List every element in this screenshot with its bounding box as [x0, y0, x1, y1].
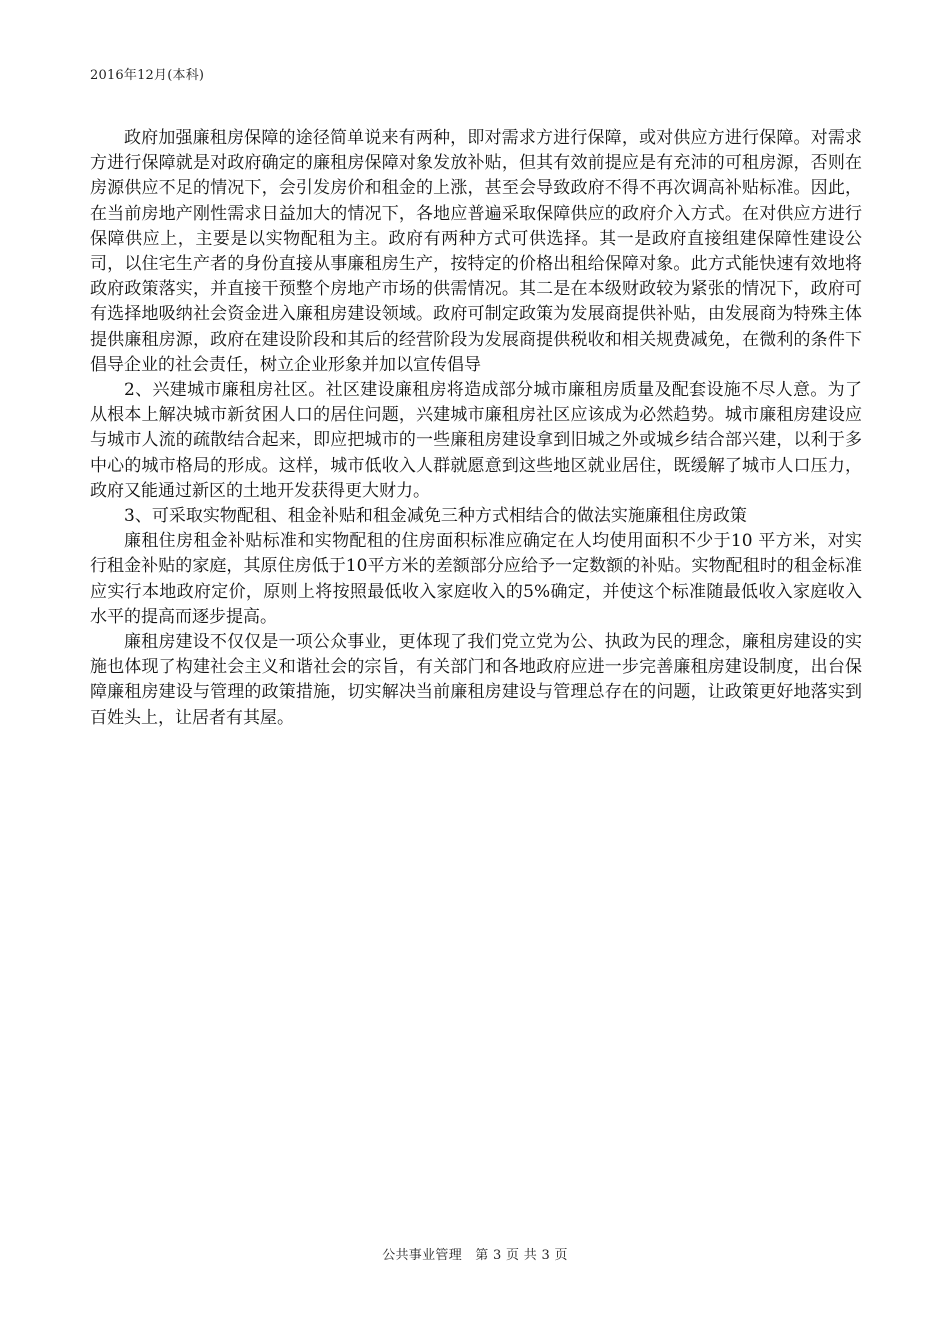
paragraph-government-guarantee: 政府加强廉租房保障的途径简单说来有两种，即对需求方进行保障，或对供应方进行保障。对需求方进行保障就是对政府确定的廉租房保障对象发放补贴，但其有效前提应是有充沛的可租房源，否则在房源供应不足的情况下，会引发房价和租金的上涨，甚至会导致政府不得不再次调高补贴标准。因此，在当前房地产刚性需求日益加大的情况下，各地应普遍采取保障供应的政府介入方式。在对供应方进行保障供应上，主要是以实物配租为主。政府有两种方式可供选择。其一是政府直接组建保障性建设公司，以住宅生产者的身份直接从事廉租房生产，按特定的价格出租给保障对象。此方式能快速有效地将政府政策落实，并直接干预整个房地产市场的供需情况。其二是在本级财政较为紧张的情况下，政府可有选择地吸纳社会资金进入廉租房建设领域。政府可制定政策为发展商提供补贴，由发展商为特殊主体提供廉租房源，政府在建设阶段和其后的经营阶段为发展商提供税收和相关规费减免，在微利的条件下倡导企业的社会责任，树立企业形象并加以宣传倡导	[90, 128, 862, 375]
document-body	[90, 126, 862, 731]
paragraph-conclusion: 廉租房建设不仅仅是一项公众事业，更体现了我们党立党为公、执政为民的理念，廉租房建设的实施也体现了构建社会主义和谐社会的宗旨，有关部门和各地政府应进一步完善廉租房建设制度，出台保障廉租房建设与管理的政策措施，切实解决当前廉租房建设与管理总存在的问题，让政策更好地落实到百姓头上，让居者有其屋。	[90, 632, 862, 728]
page-header: 2016年12月(本科)	[90, 68, 205, 83]
page-footer: 公共事业管理 第 3 页 共 3 页	[382, 1248, 568, 1263]
paragraph-community-construction: 2、兴建城市廉租房社区。社区建设廉租房将造成部分城市廉租房质量及配套设施不尽人意。为了从根本上解决城市新贫困人口的居住问题，兴建城市廉租房社区应该成为必然趋势。城市廉租房建设应与城市人流的疏散结合起来，即应把城市的一些廉租房建设拿到旧城之外或城乡结合部兴建，以利于多中心的城市格局的形成。这样，城市低收入人群就愿意到这些地区就业居住，既缓解了城市人口压力，政府又能通过新区的土地开发获得更大财力。	[90, 380, 862, 501]
paragraph-three-methods: 3、可采取实物配租、租金补贴和租金减免三种方式相结合的做法实施廉租住房政策	[124, 506, 747, 527]
paragraph-subsidy-standards: 廉租住房租金补贴标准和实物配租的住房面积标准应确定在人均使用面积不少于10 平方米，对实行租金补贴的家庭，其原住房低于10平方米的差额部分应给予一定数额的补贴。实物配租时的租金标准应实行本地政府定价，原则上将按照最低收入家庭收入的5%确定，并使这个标准随最低收入家庭收入水平的提高而逐步提高。	[90, 531, 862, 627]
